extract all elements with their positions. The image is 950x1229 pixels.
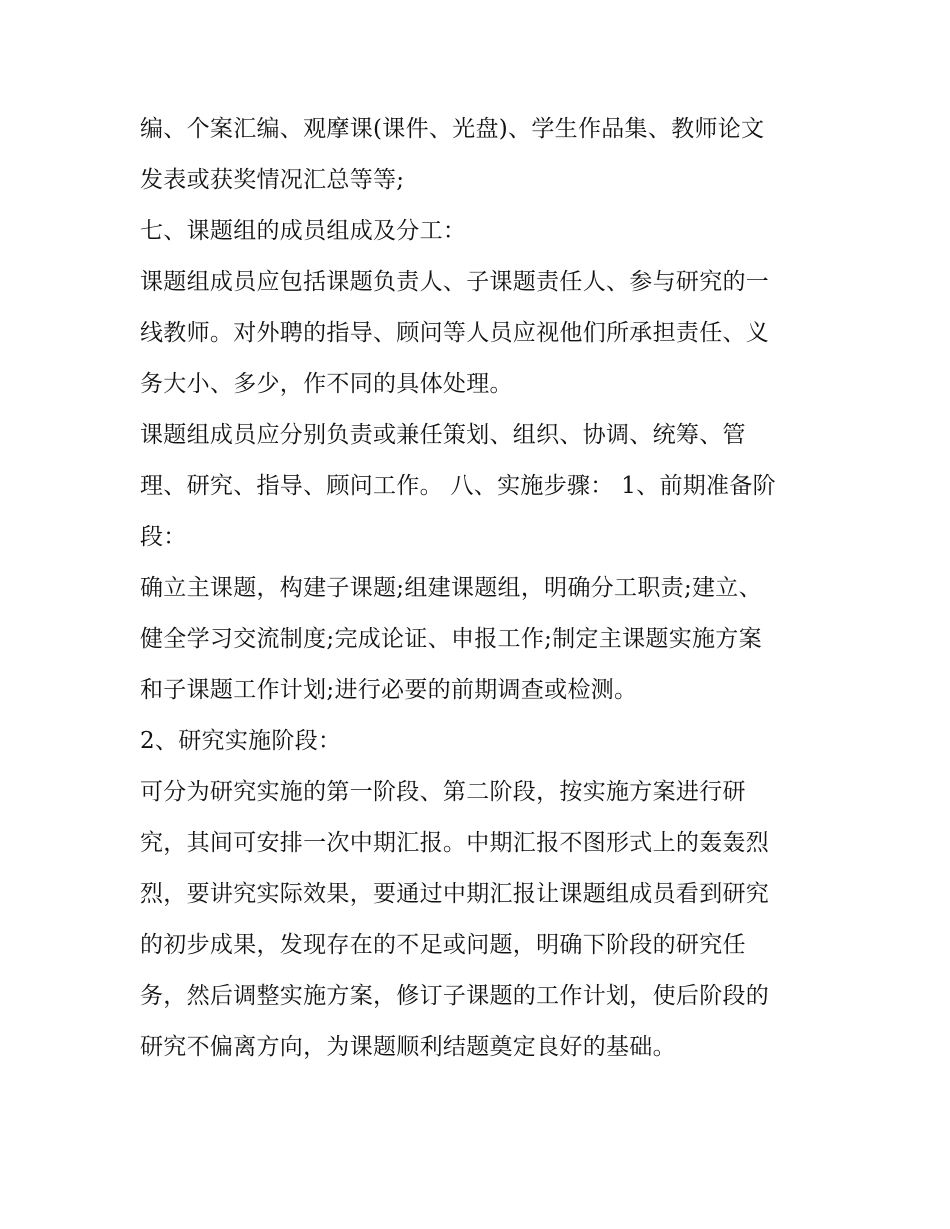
text-line: 和子课题工作计划;进行必要的前期调查或检测。 bbox=[140, 677, 638, 703]
text-line: 课题组成员应包括课题负责人、子课题责任人、参与研究的一 bbox=[140, 269, 770, 295]
text-line: 确立主课题，构建子课题;组建课题组，明确分工职责;建立、 bbox=[140, 575, 762, 601]
body-text bbox=[140, 104, 812, 1073]
text-line: 线教师。对外聘的指导、顾问等人员应视他们所承担责任、义 bbox=[140, 320, 770, 346]
text-line: 研究不偏离方向，为课题顺利结题奠定良好的基础。 bbox=[140, 1034, 676, 1060]
section-heading: 七、课题组的成员组成及分工： bbox=[140, 218, 467, 244]
text-line: 理、研究、指导、顾问工作。 八、实施步骤： 1、前期准备阶 bbox=[140, 473, 776, 499]
text-line: 段： bbox=[140, 524, 187, 550]
text-line: 务，然后调整实施方案，修订子课题的工作计划，使后阶段的 bbox=[140, 983, 770, 1009]
text-line: 可分为研究实施的第一阶段、第二阶段，按实施方案进行研 bbox=[140, 779, 746, 805]
text-line: 编、个案汇编、观摩课(课件、光盘)、学生作品集、教师论文 bbox=[140, 116, 765, 142]
text-line: 健全学习交流制度;完成论证、申报工作;制定主课题实施方案 bbox=[140, 626, 762, 652]
text-line: 烈，要讲究实际效果，要通过中期汇报让课题组成员看到研究 bbox=[140, 881, 770, 907]
text-line: 务大小、多少，作不同的具体处理。 bbox=[140, 371, 513, 397]
text-line: 究，其间可安排一次中期汇报。中期汇报不图形式上的轰轰烈 bbox=[140, 830, 770, 856]
text-line: 发表或获奖情况汇总等等; bbox=[140, 167, 405, 193]
text-line: 的初步成果，发现存在的不足或问题，明确下阶段的研究任 bbox=[140, 932, 746, 958]
text-line: 课题组成员应分别负责或兼任策划、组织、协调、统筹、管 bbox=[140, 422, 746, 448]
section-heading: 2、研究实施阶段： bbox=[140, 728, 342, 754]
